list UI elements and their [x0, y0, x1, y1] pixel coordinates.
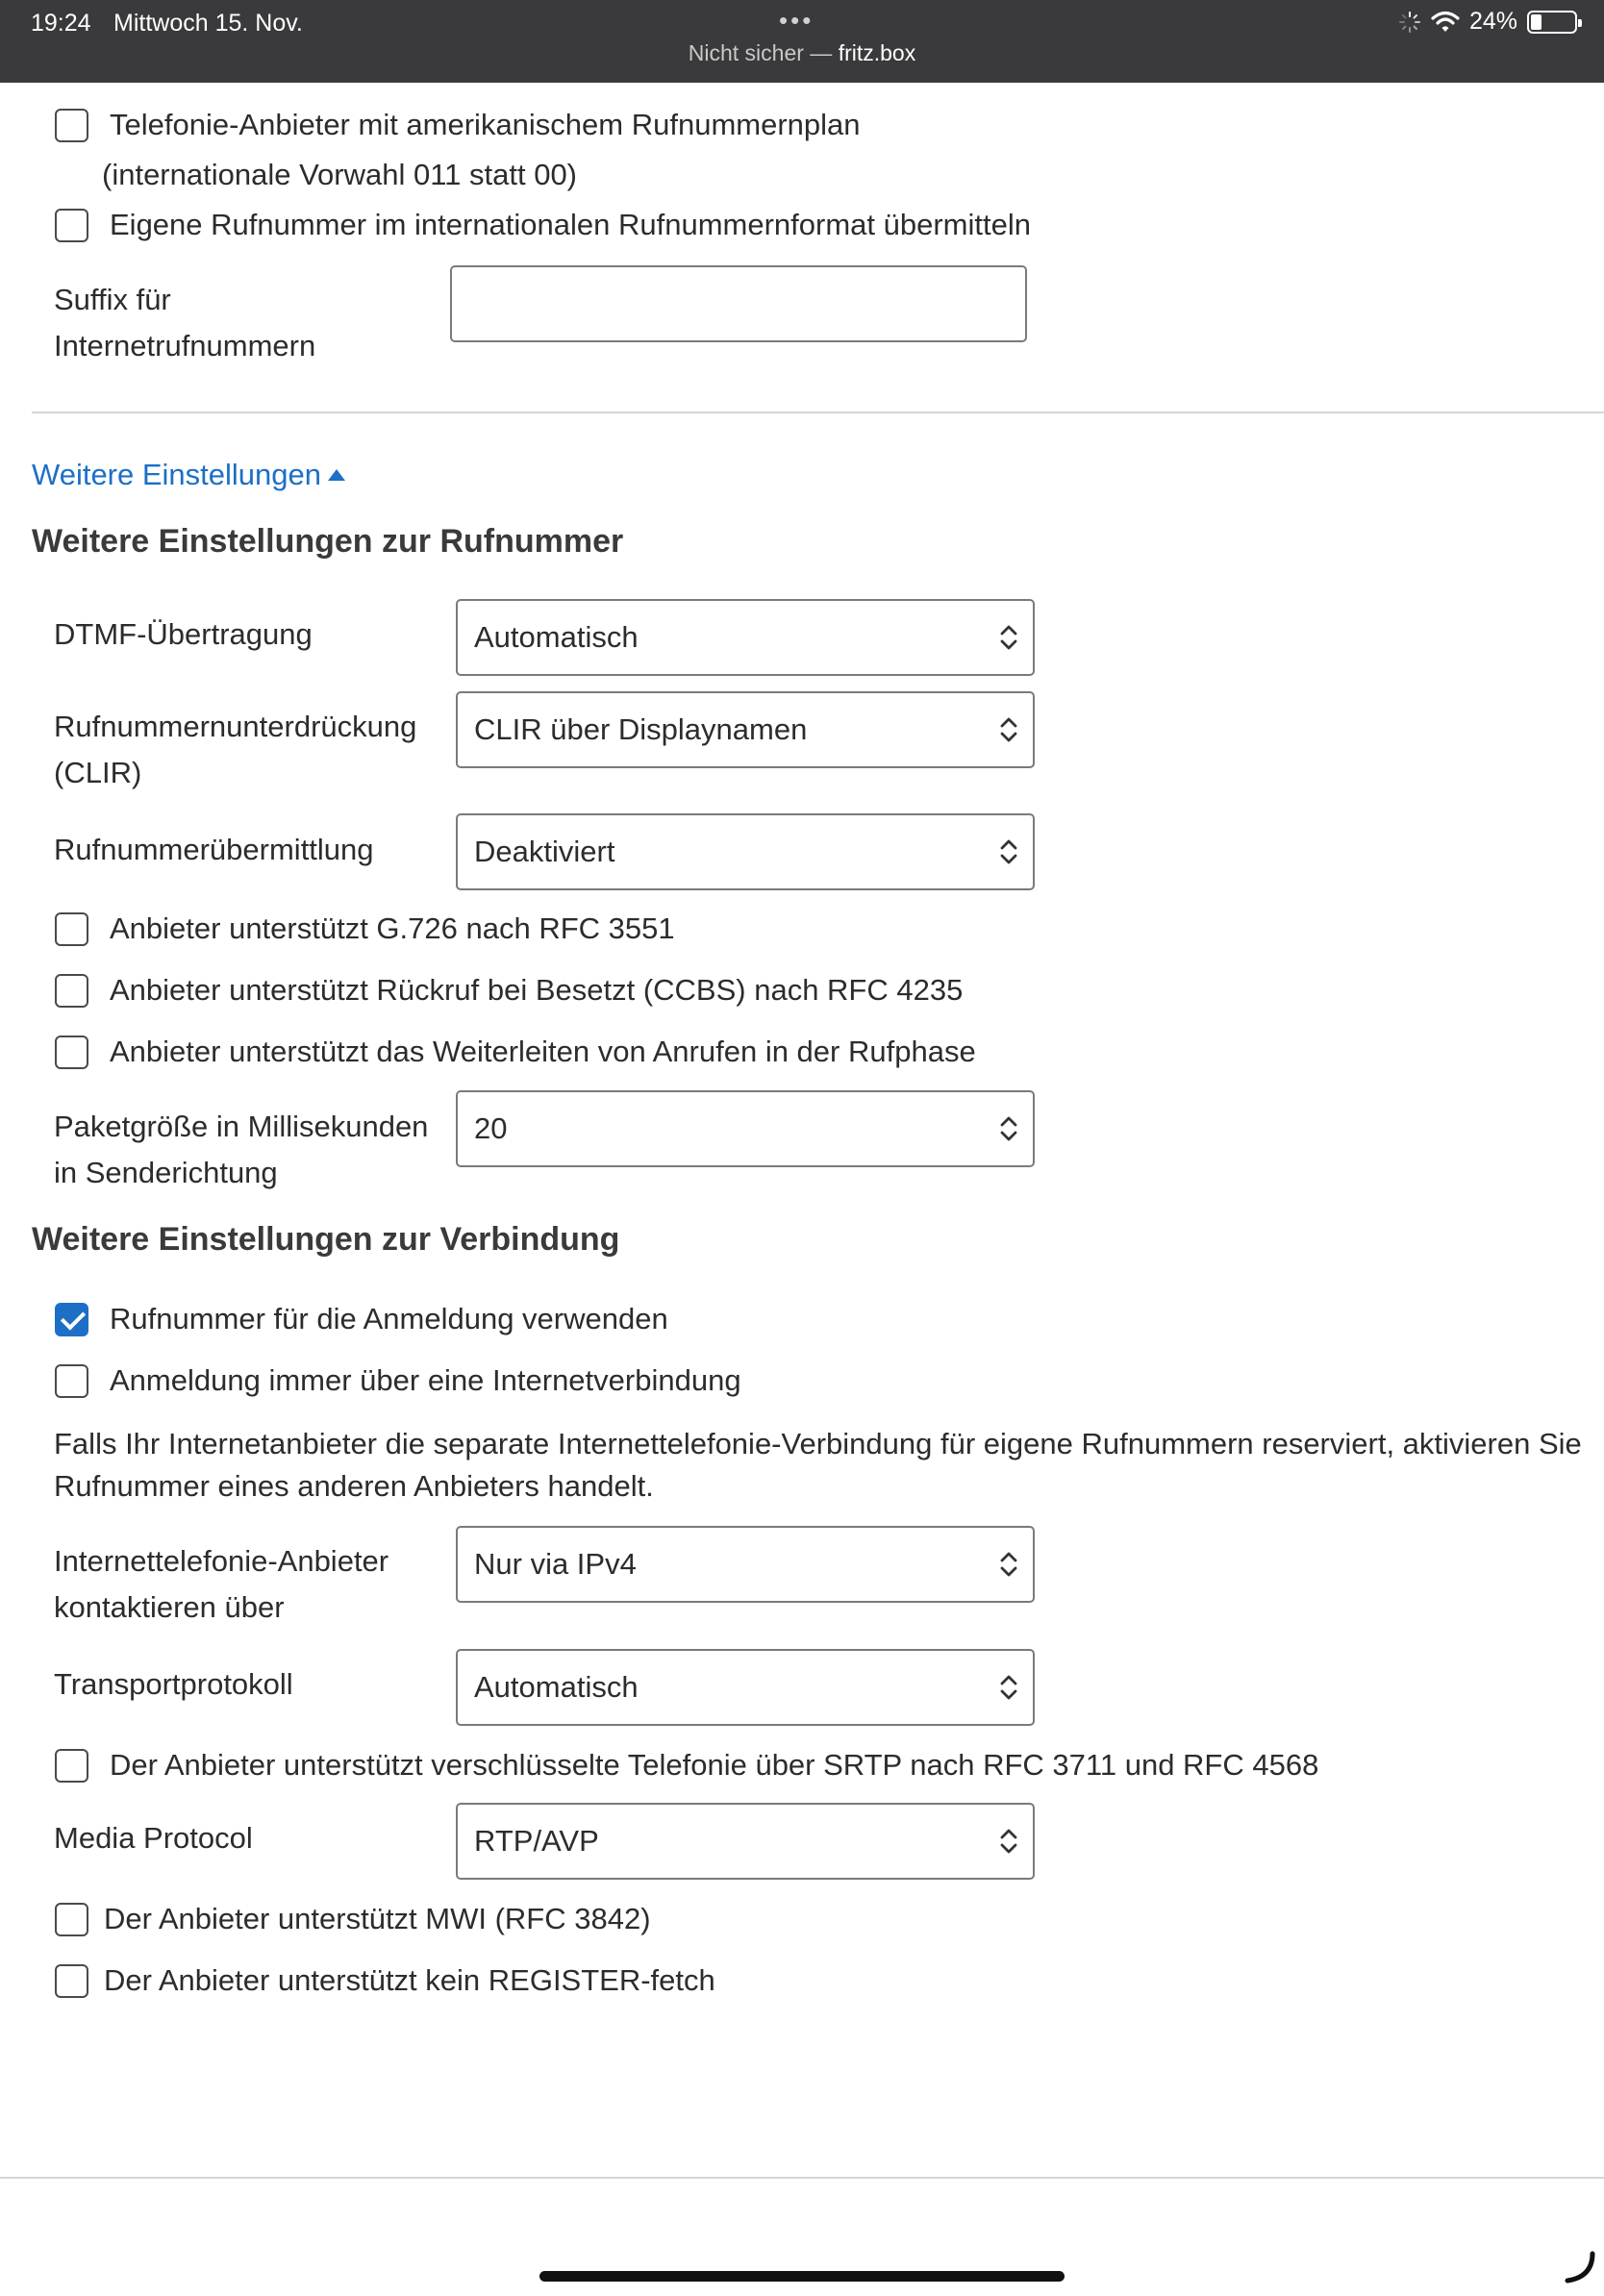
- srtp-checkbox[interactable]: [55, 1749, 88, 1783]
- clir-label-line2: (CLIR): [54, 756, 142, 789]
- more-settings-link[interactable]: Weitere Einstellungen: [32, 458, 321, 491]
- g726-checkbox[interactable]: [55, 912, 88, 946]
- media-value: RTP/AVP: [474, 1824, 599, 1858]
- us-plan-label: Telefonie-Anbieter mit amerikanischem Rufnummernplan: [110, 108, 861, 141]
- section-divider: [32, 412, 1604, 413]
- ccbs-checkbox[interactable]: [55, 974, 88, 1008]
- select-chevron-icon: [998, 835, 1019, 869]
- select-chevron-icon: [998, 1111, 1019, 1146]
- packet-value: 20: [474, 1111, 508, 1145]
- suffix-input[interactable]: [450, 265, 1027, 342]
- contact-label-line1: Internettelefonie-Anbieter: [54, 1544, 389, 1578]
- ccbs-label: Anbieter unterstützt Rückruf bei Besetzt (CCBS) nach RFC 4235: [110, 973, 964, 1007]
- mwi-label: Der Anbieter unterstützt MWI (RFC 3842): [104, 1902, 651, 1935]
- clir-label-line1: Rufnummernunterdrückung: [54, 710, 417, 743]
- wifi-icon: [1431, 11, 1460, 34]
- home-indicator[interactable]: [539, 2271, 1065, 2282]
- cli-label: Rufnummerübermittlung: [54, 833, 374, 866]
- select-chevron-icon: [998, 620, 1019, 655]
- suffix-label-line2: Internetrufnummern: [54, 329, 316, 362]
- connection-section-title: Weitere Einstellungen zur Verbindung: [32, 1221, 620, 1258]
- transport-value: Automatisch: [474, 1670, 639, 1704]
- status-right: [1398, 8, 1577, 36]
- us-plan-note: (internationale Vorwahl 011 statt 00): [102, 158, 578, 191]
- loading-spinner-icon: [1398, 11, 1421, 34]
- triangle-up-icon: [327, 468, 346, 482]
- packet-label-line1: Paketgröße in Millisekunden: [54, 1110, 429, 1143]
- settings-page: [0, 83, 1604, 2179]
- packet-select[interactable]: [456, 1090, 1035, 1167]
- mwi-checkbox[interactable]: [55, 1903, 88, 1936]
- register-label: Der Anbieter unterstützt kein REGISTER-fetch: [104, 1963, 715, 1997]
- battery-fill: [1531, 14, 1541, 30]
- contact-value: Nur via IPv4: [474, 1547, 637, 1581]
- select-chevron-icon: [998, 1547, 1019, 1582]
- status-bar: [0, 0, 1604, 83]
- always-internet-label: Anmeldung immer über eine Internetverbindung: [110, 1363, 741, 1397]
- transport-label: Transportprotokoll: [54, 1667, 293, 1701]
- intl-format-label: Eigene Rufnummer im internationalen Rufnummernformat übermitteln: [110, 208, 1031, 241]
- battery-percent: 24%: [1468, 8, 1517, 35]
- select-chevron-icon: [998, 712, 1019, 747]
- media-select[interactable]: [456, 1803, 1035, 1880]
- transport-select[interactable]: [456, 1649, 1035, 1726]
- cli-value: Deaktiviert: [474, 835, 615, 868]
- media-label: Media Protocol: [54, 1821, 253, 1855]
- resize-handle-icon[interactable]: [1560, 2248, 1598, 2286]
- contact-label-line2: kontaktieren über: [54, 1590, 285, 1624]
- cli-select[interactable]: [456, 813, 1035, 890]
- clir-value: CLIR über Displaynamen: [474, 712, 808, 746]
- packet-label-line2: in Senderichtung: [54, 1156, 278, 1189]
- status-time: 19:24: [31, 10, 91, 37]
- url-host: fritz.box: [838, 40, 916, 65]
- address-bar[interactable]: [0, 40, 1604, 66]
- bottom-toolbar-divider: [0, 2177, 1604, 2179]
- select-chevron-icon: [998, 1670, 1019, 1705]
- use-number-label: Rufnummer für die Anmeldung verwenden: [110, 1302, 668, 1335]
- us-plan-checkbox[interactable]: [55, 109, 88, 142]
- info-text-line1: Falls Ihr Internetanbieter die separate Internettelefonie-Verbindung für eigene Rufnummern reserviert, aktivieren Sie: [54, 1427, 1582, 1460]
- dtmf-label: DTMF-Übertragung: [54, 617, 313, 651]
- use-number-checkbox[interactable]: [55, 1303, 88, 1336]
- dtmf-select[interactable]: [456, 599, 1035, 676]
- battery-icon: [1527, 11, 1577, 34]
- srtp-label: Der Anbieter unterstützt verschlüsselte Telefonie über SRTP nach RFC 3711 und RFC 4568: [110, 1748, 1319, 1782]
- clir-select[interactable]: [456, 691, 1035, 768]
- suffix-label-line1: Suffix für: [54, 283, 171, 316]
- info-text-line2: Rufnummer eines anderen Anbieters handelt.: [54, 1469, 654, 1503]
- dtmf-value: Automatisch: [474, 620, 639, 654]
- always-internet-checkbox[interactable]: [55, 1364, 88, 1398]
- select-chevron-icon: [998, 1824, 1019, 1859]
- more-settings-toggle[interactable]: [32, 458, 346, 492]
- contact-select[interactable]: [456, 1526, 1035, 1603]
- register-checkbox[interactable]: [55, 1964, 88, 1998]
- browser-menu-dots-icon[interactable]: •••: [779, 6, 815, 35]
- forward-checkbox[interactable]: [55, 1036, 88, 1069]
- g726-label: Anbieter unterstützt G.726 nach RFC 3551: [110, 911, 675, 945]
- not-secure-label: Nicht sicher —: [688, 40, 833, 65]
- number-section-title: Weitere Einstellungen zur Rufnummer: [32, 523, 624, 560]
- forward-label: Anbieter unterstützt das Weiterleiten von Anrufen in der Rufphase: [110, 1035, 976, 1068]
- intl-format-checkbox[interactable]: [55, 209, 88, 242]
- status-date: Mittwoch 15. Nov.: [113, 10, 303, 37]
